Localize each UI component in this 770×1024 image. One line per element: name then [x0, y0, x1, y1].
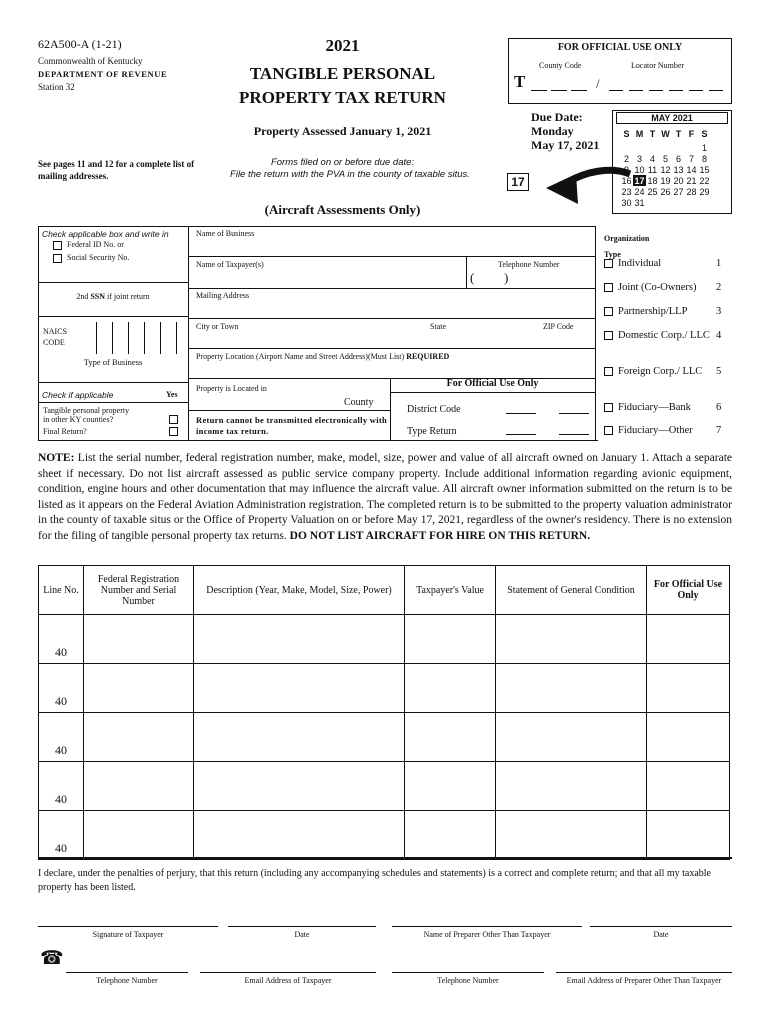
org-option[interactable]	[604, 402, 726, 414]
org-option-number: 2	[716, 282, 722, 293]
org-option-number: 6	[716, 402, 722, 413]
value-cell[interactable]	[405, 811, 496, 860]
federal-id-label: Federal ID No. or	[67, 240, 124, 249]
type-business-label: Type of Business	[83, 357, 143, 367]
calendar-day-header: S	[623, 128, 630, 139]
official-use-title: FOR OFFICIAL USE ONLY	[557, 42, 683, 53]
calendar-day: 5	[662, 153, 668, 164]
description-cell[interactable]	[194, 811, 405, 860]
col-description: Description (Year, Make, Model, Size, Power)	[194, 566, 405, 615]
calendar-day	[633, 142, 646, 153]
calendar-day	[685, 142, 698, 153]
city-label: City or Town	[196, 322, 239, 331]
forms-filed: Forms filed on or before due date:	[270, 157, 415, 168]
due-badge: 17	[507, 173, 529, 191]
calendar-day: 9	[623, 164, 629, 175]
value-cell[interactable]	[405, 762, 496, 811]
naics-code-boxes[interactable]	[96, 322, 188, 354]
phone-paren-close: )	[504, 270, 509, 285]
locator-number-label: Locator Number	[631, 61, 685, 70]
official-cell	[647, 615, 730, 664]
note-warning: DO NOT LIST AIRCRAFT FOR HIRE ON THIS RETURN.	[289, 529, 591, 542]
see-pages-note: See pages 11 and 12 for a complete list of mailing addresses.	[38, 159, 195, 181]
line-number: 40	[39, 713, 84, 762]
org-option-number: 7	[716, 425, 722, 436]
calendar-day: 21	[686, 175, 697, 186]
mailing-address-label: Mailing Address	[196, 291, 250, 300]
calendar-day: 27	[673, 186, 684, 197]
org-checkbox[interactable]	[604, 283, 613, 292]
date2-label: Date	[653, 930, 669, 939]
calendar-day: 11	[647, 164, 658, 175]
value-cell[interactable]	[405, 713, 496, 762]
org-option[interactable]	[604, 306, 726, 318]
calendar-day-header: M	[635, 128, 644, 139]
declaration-text: I declare, under the penalties of perjury, that this return (including any accompanying schedules and statements) is a correct and complete return; and that all my taxable property has been listed.	[38, 868, 711, 893]
federal-id-option[interactable]	[53, 240, 124, 250]
email-taxpayer-label: Email Address of Taxpayer	[244, 976, 332, 985]
org-checkbox[interactable]	[604, 307, 613, 316]
phone-paren-open: (	[470, 270, 475, 285]
value-cell[interactable]	[405, 615, 496, 664]
calendar-week	[620, 142, 711, 153]
calendar-day: 2	[623, 153, 629, 164]
calendar-day: 3	[636, 153, 642, 164]
second-ssn-label: 2nd SSN if joint return	[76, 292, 150, 301]
file-with-pva: File the return with the PVA in the county of taxable situs.	[230, 169, 470, 180]
calendar-day: 28	[686, 186, 697, 197]
calendar-day: 20	[673, 175, 684, 186]
form-number: 62A500-A (1-21)	[38, 37, 122, 51]
calendar-day-header: S	[701, 128, 708, 139]
tel2-label: Telephone Number	[437, 976, 499, 985]
calendar-day: 31	[634, 197, 645, 208]
org-option-number: 5	[716, 366, 722, 377]
note-paragraph	[38, 451, 732, 545]
telephone-label: Telephone Number	[498, 260, 560, 269]
property-location-label: Property Location (Airport Name and Street Address)(Must List) REQUIRED	[196, 352, 450, 361]
table-row	[39, 615, 730, 664]
col-statement: Statement of General Condition	[496, 566, 647, 615]
org-option-label: Domestic Corp./ LLC	[618, 330, 710, 341]
calendar-day	[620, 142, 633, 153]
calendar-day: 10	[634, 164, 645, 175]
sig-taxpayer-label: Signature of Taxpayer	[92, 930, 164, 939]
col-federal: Federal Registration Number and Serial Number	[84, 566, 194, 615]
org-option-label: Foreign Corp./ LLC	[618, 366, 703, 377]
table-row	[39, 713, 730, 762]
statement-cell[interactable]	[496, 664, 647, 713]
calendar-day: 17	[634, 175, 645, 186]
statement-cell[interactable]	[496, 713, 647, 762]
table-row	[39, 664, 730, 713]
telephone-icon: ☎	[40, 948, 64, 969]
calendar-day: 25	[647, 186, 658, 197]
tangible-yes-checkbox[interactable]	[169, 415, 178, 424]
federal-cell[interactable]	[84, 762, 194, 811]
calendar-day	[646, 197, 659, 208]
form-title-line1: TANGIBLE PERSONAL	[249, 64, 436, 83]
org-option-label: Individual	[618, 258, 662, 269]
table-header-row	[39, 566, 730, 615]
calendar-day	[698, 197, 711, 208]
org-option-number: 3	[716, 306, 722, 317]
aircraft-table	[38, 565, 730, 860]
calendar-month: MAY 2021	[616, 112, 728, 124]
ssn-label: Social Security No.	[67, 253, 130, 262]
county-label: County	[344, 397, 374, 408]
type-return-label: Type Return	[407, 426, 457, 437]
value-cell[interactable]	[405, 664, 496, 713]
col-value: Taxpayer's Value	[405, 566, 496, 615]
org-type: Type	[604, 250, 621, 259]
line-number: 40	[39, 762, 84, 811]
check-if-label: Check if applicable	[42, 390, 114, 400]
form-year: 2021	[325, 36, 360, 55]
calendar-day-header: F	[688, 128, 695, 139]
preparer-name-label: Name of Preparer Other Than Taxpayer	[423, 930, 551, 939]
col-official: For Official Use Only	[647, 566, 730, 615]
agency-line2: DEPARTMENT OF REVENUE	[38, 69, 168, 79]
calendar-day: 24	[634, 186, 645, 197]
org-option[interactable]	[604, 282, 726, 294]
org-checkbox[interactable]	[604, 259, 613, 268]
name-business-label: Name of Business	[196, 229, 255, 238]
calendar-day	[685, 197, 698, 208]
org-checkbox[interactable]	[604, 426, 613, 435]
name-taxpayer-label: Name of Taxpayer(s)	[196, 260, 264, 269]
calendar-day: 4	[649, 153, 655, 164]
org-option[interactable]	[604, 425, 726, 437]
calendar-day: 22	[699, 175, 710, 186]
calendar-day: 6	[675, 153, 681, 164]
county-code-label: County Code	[539, 61, 582, 70]
org-option-number: 4	[716, 330, 722, 341]
description-cell[interactable]	[194, 615, 405, 664]
calendar-day: 30	[621, 197, 632, 208]
t-prefix: T	[514, 72, 526, 91]
statement-cell[interactable]	[496, 615, 647, 664]
tangible-other-label: Tangible personal property in other KY counties?	[43, 406, 130, 424]
aircraft-subtitle: (Aircraft Assessments Only)	[264, 202, 421, 217]
calendar-day: 23	[621, 186, 632, 197]
yes-label: Yes	[166, 390, 178, 399]
calendar-day: 14	[686, 164, 697, 175]
note-label: NOTE:	[38, 452, 75, 464]
final-return-label: Final Return?	[43, 427, 87, 436]
org-checkbox[interactable]	[604, 331, 613, 340]
agency-line1: Commonwealth of Kentucky	[38, 56, 143, 66]
calendar-day	[659, 142, 672, 153]
calendar-day: 19	[660, 175, 671, 186]
calendar-day	[646, 142, 659, 153]
description-cell[interactable]	[194, 762, 405, 811]
final-return-checkbox[interactable]	[169, 427, 178, 436]
zip-label: ZIP Code	[543, 322, 574, 331]
calendar-day	[672, 142, 685, 153]
statement-cell[interactable]	[496, 811, 647, 860]
calendar-day: 7	[688, 153, 694, 164]
org-option-label: Joint (Co-Owners)	[618, 282, 697, 293]
official-use-box	[508, 38, 732, 104]
federal-cell[interactable]	[84, 664, 194, 713]
org-title: Organization	[604, 234, 650, 243]
description-cell[interactable]	[194, 713, 405, 762]
calendar-day-header: W	[661, 128, 670, 139]
org-checkbox[interactable]	[604, 403, 613, 412]
calendar-day: 16	[621, 175, 632, 186]
district-code-label: District Code	[407, 404, 461, 415]
due-date-block	[531, 110, 599, 152]
official-cell	[647, 664, 730, 713]
org-checkbox[interactable]	[604, 367, 613, 376]
taxpayer-info-section	[38, 226, 730, 440]
calendar-day-header: T	[675, 128, 682, 139]
org-option-label: Partnership/LLP	[618, 306, 688, 317]
statement-cell[interactable]	[496, 762, 647, 811]
calendar-day: 1	[701, 142, 707, 153]
calendar-day: 26	[660, 186, 671, 197]
org-option[interactable]	[604, 366, 726, 378]
form-title-line2: PROPERTY TAX RETURN	[239, 88, 446, 107]
federal-cell[interactable]	[84, 615, 194, 664]
due-date: May 17, 2021	[531, 138, 600, 152]
naics-label: NAICS CODE	[43, 327, 68, 347]
no-electronic-note: Return cannot be transmitted electronically with income tax return.	[196, 415, 388, 436]
org-option[interactable]	[604, 258, 726, 270]
line-number: 40	[39, 811, 84, 860]
federal-id-checkbox[interactable]	[53, 241, 62, 250]
federal-cell[interactable]	[84, 811, 194, 860]
calendar-day: 12	[660, 164, 671, 175]
line-number: 40	[39, 615, 84, 664]
arrow-icon	[530, 160, 635, 210]
calendar-day	[659, 197, 672, 208]
official-cell	[647, 762, 730, 811]
calendar-day: 8	[701, 153, 707, 164]
calendar-day: 13	[673, 164, 684, 175]
org-option[interactable]	[604, 330, 726, 342]
org-option-label: Fiduciary—Other	[618, 425, 693, 436]
line-number: 40	[39, 664, 84, 713]
ssn-checkbox[interactable]	[53, 254, 62, 263]
col-line: Line No.	[39, 566, 84, 615]
due-day: Monday	[531, 124, 574, 138]
agency-line3: Station 32	[38, 82, 75, 92]
state-label: State	[430, 322, 446, 331]
tel1-label: Telephone Number	[96, 976, 158, 985]
name-business-field[interactable]	[189, 242, 595, 256]
table-row	[39, 762, 730, 811]
official-cell	[647, 713, 730, 762]
calendar-day: 15	[699, 164, 710, 175]
date1-label: Date	[294, 930, 310, 939]
locator-slash: /	[596, 76, 600, 91]
due-label: Due Date:	[531, 110, 583, 124]
description-cell[interactable]	[194, 664, 405, 713]
check-write-label: Check applicable box and write in	[42, 229, 169, 239]
email-preparer-label: Email Address of Preparer Other Than Taxpayer	[566, 976, 722, 985]
located-in-label: Property is Located in	[196, 384, 267, 393]
ssn-option[interactable]	[53, 253, 129, 263]
calendar-day: 18	[647, 175, 658, 186]
assessed-date: Property Assessed January 1, 2021	[253, 124, 432, 138]
official-cell	[647, 811, 730, 860]
table-row	[39, 811, 730, 860]
federal-cell[interactable]	[84, 713, 194, 762]
org-option-number: 1	[716, 258, 722, 269]
note-text: List the serial number, federal registration number, make, model, size, power and value of all aircraft owned on January 1. Attach a separate sheet if necessary. Do not list aircraft assessed as public service company property. Include additional information regarding avionic equipment, condition, engine hours and other documentation that may influence the aircraft value. All aircraft owner information submitted on the return is to be listed as it appears on the Federal Aviation Administration registration. The completed return is to be submitted to the property valuation administrator in the county of taxable situs or the Office of Property Valuation on or before May 17, 2021, regardless of the owner's residency. There is no extension for the filing of tangible personal property tax returns.	[38, 452, 732, 542]
org-option-label: Fiduciary—Bank	[618, 402, 691, 413]
calendar-day	[672, 197, 685, 208]
calendar-day-header: T	[649, 128, 656, 139]
mid-official-title: For Official Use Only	[390, 378, 595, 393]
calendar-day: 29	[699, 186, 710, 197]
